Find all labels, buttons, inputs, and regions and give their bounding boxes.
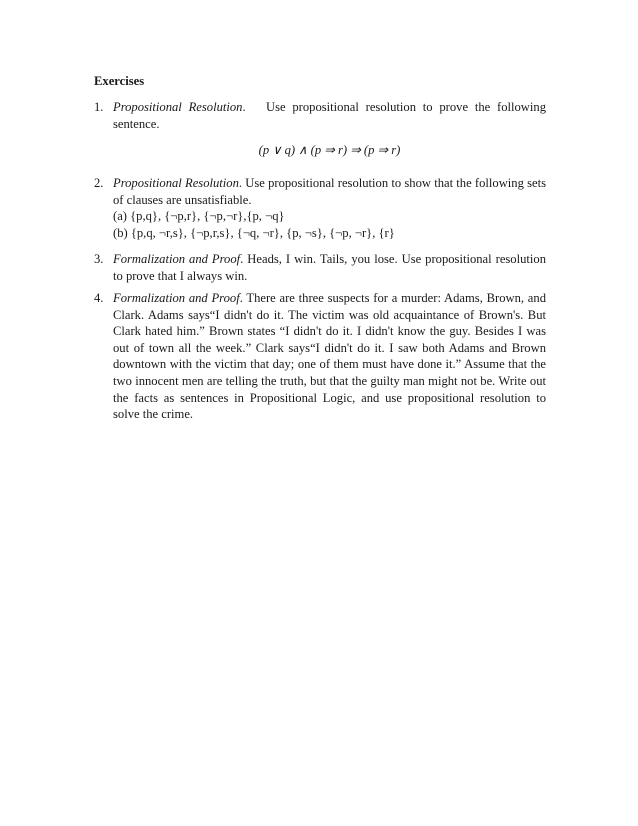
clause-set-a: (a) {p,q}, {¬p,r}, {¬p,¬r},{p, ¬q}	[113, 209, 285, 224]
exercise-text: Use propositional resolution to show that the following sets of clauses are unsatisfiable.	[113, 176, 546, 207]
clause-set-b: (b) {p,q, ¬r,s}, {¬p,r,s}, {¬q, ¬r}, {p, ¬s}, {¬p, ¬r}, {r}	[113, 225, 395, 240]
exercise-title-punct: .	[239, 291, 243, 305]
exercise-formula: (p ∨ q) ∧ (p ⇒ r) ⇒ (p ⇒ r)	[258, 143, 401, 158]
exercise-number: 1.	[94, 100, 104, 114]
exercise-title: Propositional Resolution	[113, 176, 239, 190]
exercise-body	[113, 251, 546, 284]
exercise-number: 4.	[94, 291, 104, 305]
exercise-title-punct: .	[242, 100, 246, 114]
exercise-text: Heads, I win. Tails, you lose. Use propositional resolution to prove that I always win.	[113, 252, 546, 283]
exercise-title-punct: .	[238, 176, 243, 190]
exercise-number: 3.	[94, 252, 104, 266]
exercise-2	[94, 175, 546, 241]
exercise-body	[113, 290, 546, 423]
exercise-3	[94, 251, 546, 284]
exercise-title: Propositional Resolution	[113, 100, 243, 114]
exercise-4	[94, 290, 546, 423]
exercise-title: Formalization and Proof	[113, 252, 241, 266]
section-heading: Exercises	[94, 74, 145, 88]
exercise-number: 2.	[94, 176, 104, 190]
exercise-body	[113, 99, 546, 159]
exercise-text: Use propositional resolution to prove the following sentence.	[113, 100, 546, 131]
exercise-text: There are three suspects for a murder: Adams, Brown, and Clark. Adams says“I didn't do it. The victim was old acquaintance of Brown's. But Clark hated him.” Brown states “I didn't do it. I didn't know the guy. Besides I was out of town all the week.” Clark says“I didn't do it. I saw both Adams and Brown downtown with the victim that day; one of them must have done it.” Assume that the two innocent men are telling the truth, but that the guilty man might not be. Write out the facts as sentences in Propositional Logic, and use propositional resolution to solve the crime.	[113, 291, 546, 422]
exercise-body	[113, 175, 546, 241]
exercise-title: Formalization and Proof	[113, 291, 240, 305]
exercise-1	[94, 99, 546, 159]
exercise-title-punct: .	[240, 252, 244, 266]
